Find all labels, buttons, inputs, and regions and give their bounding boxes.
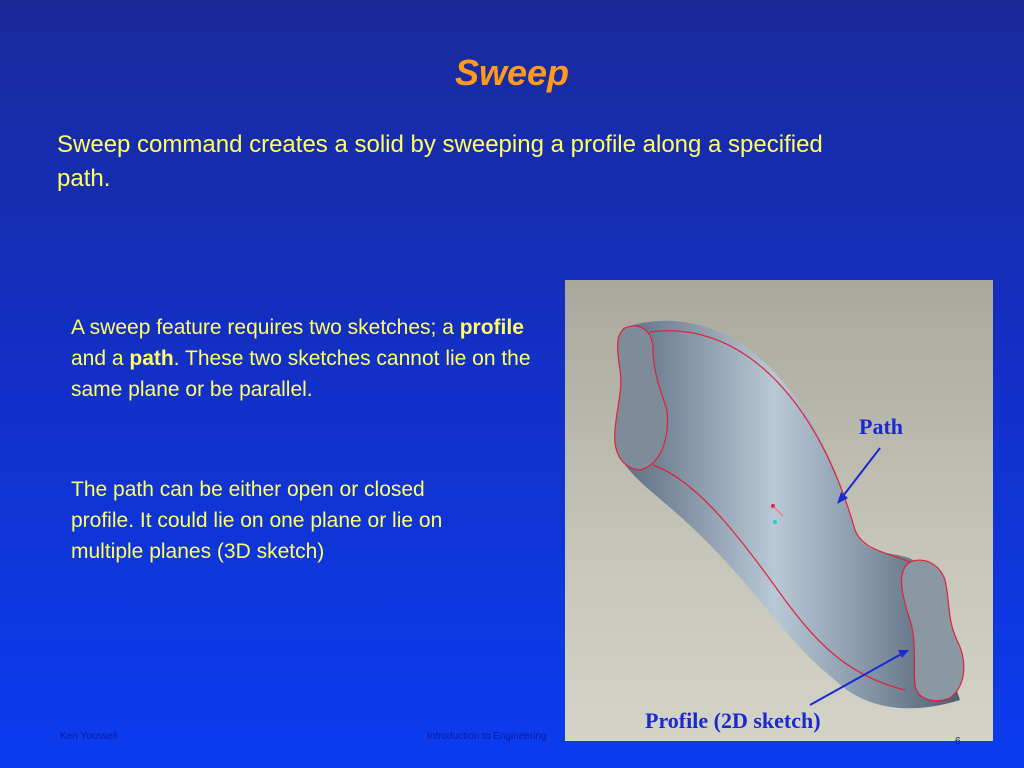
paragraph1-pre: A sweep feature requires two sketches; a xyxy=(71,316,460,339)
sweep-figure xyxy=(565,280,993,741)
paragraph1-profile-term: profile xyxy=(459,316,524,339)
path-arrow-line xyxy=(840,448,880,500)
footer-page-number: 6 xyxy=(955,736,961,747)
profile-label: Profile (2D sketch) xyxy=(645,708,821,733)
sweep-solid-illustration xyxy=(565,280,993,741)
origin-marker-cyan xyxy=(773,520,777,524)
paragraph1-post: . These two sketches cannot lie on the same plane or be parallel. xyxy=(71,347,531,401)
footer-course: Introduction to Engineering xyxy=(427,731,547,742)
paragraph-sketch-requirements xyxy=(71,312,531,405)
intro-text: Sweep command creates a solid by sweeping a profile along a specified path. xyxy=(57,131,823,192)
paragraph-path-types: The path can be either open or closed profile. It could lie on one plane or lie on multiple planes (3D sketch) xyxy=(71,478,443,563)
slide-title: Sweep xyxy=(454,52,570,93)
path-label: Path xyxy=(859,414,903,439)
paragraph1-path-term: path xyxy=(129,347,174,370)
sweep-body xyxy=(623,321,960,709)
paragraph1-mid: and a xyxy=(71,347,130,370)
footer-author: Ken Youssefi xyxy=(60,731,118,742)
